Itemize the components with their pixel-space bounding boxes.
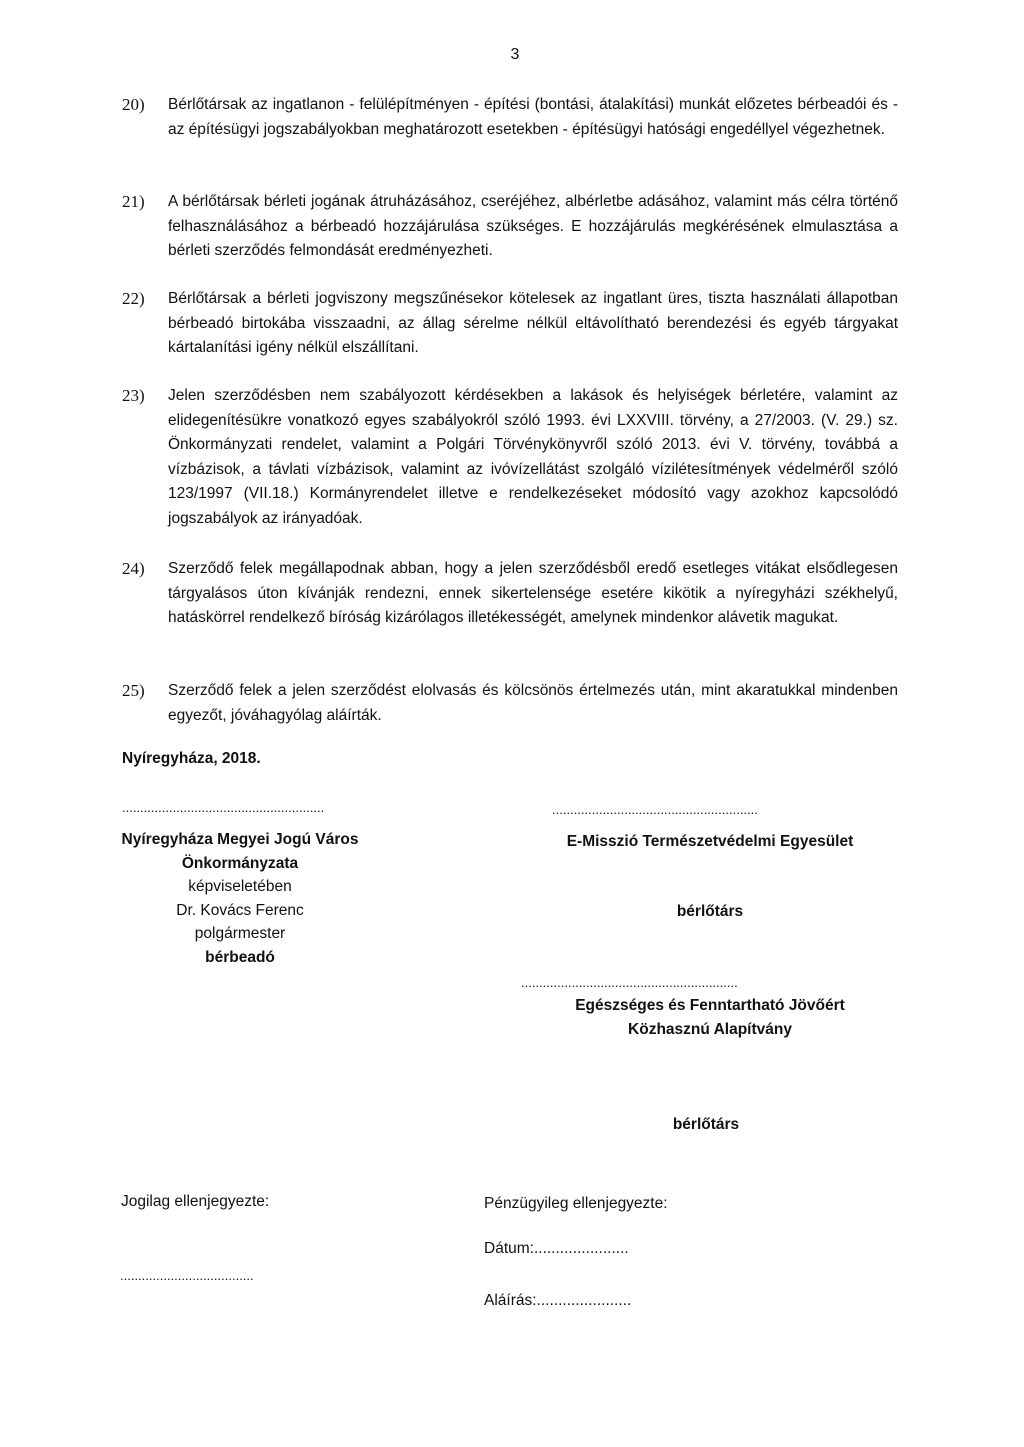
signature-line-tenant-1: ......................................................... bbox=[552, 802, 758, 817]
clause-number: 25) bbox=[122, 681, 145, 700]
lessor-role: bérbeadó bbox=[205, 948, 275, 966]
lessor-representation: képviseletében bbox=[188, 878, 292, 895]
clause-number: 23) bbox=[122, 386, 145, 405]
tenant-2-role: bérlőtárs bbox=[672, 1116, 740, 1133]
financial-countersign-label: Pénzügyileg ellenjegyezte: bbox=[484, 1195, 668, 1212]
clause-20 bbox=[122, 93, 898, 142]
clause-text: A bérlőtársak bérleti jogának átruházásához, cseréjéhez, albérletbe adásához, valamint más célra történő felhasználásához a bérbeadó hozzájárulása szükséges. E hozzájárulás megkérésének elmulasztása a bérleti szerződés felmondását eredményezheti. bbox=[168, 193, 898, 259]
signature-block-tenant-2 bbox=[540, 994, 880, 1041]
place-date: Nyíregyháza, 2018. bbox=[122, 750, 261, 767]
clause-22 bbox=[122, 287, 898, 361]
clause-21 bbox=[122, 190, 898, 264]
lessor-representative: Dr. Kovács Ferenc bbox=[176, 901, 304, 919]
legal-countersign-line: ..................................... bbox=[120, 1268, 254, 1283]
tenant-1-role-block bbox=[540, 900, 880, 924]
date-field: Dátum:...................... bbox=[484, 1240, 629, 1257]
clause-24 bbox=[122, 557, 898, 631]
signature-block-lessor bbox=[110, 828, 370, 969]
clause-number: 20) bbox=[122, 95, 145, 114]
signature-line-lessor: ........................................................ bbox=[122, 800, 325, 815]
tenant-2-name-line2: Közhasznú Alapítvány bbox=[628, 1020, 792, 1038]
clause-number: 21) bbox=[122, 192, 145, 211]
clause-text: Jelen szerződésben nem szabályozott kérdésekben a lakások és helyiségek bérletére, valamint az elidegenítésükre vonatkozó egyes szabályokról szóló 1993. évi LXXVIII. törvény, a 27/2003. (V. 29.) sz. Önkormányzati rendelet, valamint a Polgári Törvénykönyvről szóló 2013. évi V. törvény, továbbá a vízbázisok, a távlati vízbázisok, valamint az ivóvízellátást szolgáló vízilétesítmények védelméről szóló 123/1997 (VII.18.) Kormányrendelet illetve e rendelkezéseket módosító vagy azokhoz kapcsolódó jogszabályok az irányadóak. bbox=[168, 387, 898, 527]
clause-number: 24) bbox=[122, 559, 145, 578]
clause-text: Szerződő felek a jelen szerződést elolvasás és kölcsönös értelmezés után, mint akaratukkal mindenben egyezőt, jóváhagyólag aláírták. bbox=[168, 682, 898, 724]
tenant-2-name-line1: Egészséges és Fenntartható Jövőért bbox=[575, 997, 845, 1014]
lessor-representative-title: polgármester bbox=[194, 925, 286, 942]
clause-25 bbox=[122, 679, 898, 728]
lessor-name-line1: Nyíregyháza Megyei Jogú Város bbox=[121, 831, 359, 848]
signature-line-tenant-2: ............................................................ bbox=[521, 975, 738, 990]
tenant-1-name: E-Misszió Természetvédelmi Egyesület bbox=[566, 833, 854, 850]
clause-text: Szerződő felek megállapodnak abban, hogy a jelen szerződésből eredő esetleges vitákat elsődlegesen tárgyalásos úton kívánják rendezni, ennek sikertelensége esetére kikötik a nyíregyházi székhelyű, hatáskörrel rendelkező bíróság kizárólagos illetékességét, amelynek mindenkor alávetik magukat. bbox=[168, 560, 898, 626]
clause-23 bbox=[122, 384, 898, 531]
signature-block-tenant-1 bbox=[540, 830, 880, 854]
tenant-2-role-block bbox=[536, 1113, 876, 1137]
signature-field: Aláírás:...................... bbox=[484, 1292, 632, 1309]
lessor-name-line2: Önkormányzata bbox=[181, 854, 299, 872]
tenant-1-role: bérlőtárs bbox=[676, 903, 744, 920]
clause-text: Bérlőtársak az ingatlanon - felülépítményen - építési (bontási, átalakítási) munkát előzetes bérbeadói és - az építésügyi jogszabályokban meghatározott esetekben - építésügyi hatósági engedéllyel végezhetnek. bbox=[168, 96, 898, 138]
page-number: 3 bbox=[510, 46, 520, 63]
clause-text: Bérlőtársak a bérleti jogviszony megszűnésekor kötelesek az ingatlant üres, tiszta használati állapotban bérbeadó birtokába visszaadni, az állag sérelme nélkül eltávolítható berendezési és egyéb tárgyakat kártalanítási igény nélkül elszállítani. bbox=[168, 290, 898, 356]
clause-number: 22) bbox=[122, 289, 145, 308]
legal-countersign-label: Jogilag ellenjegyezte: bbox=[121, 1193, 270, 1210]
